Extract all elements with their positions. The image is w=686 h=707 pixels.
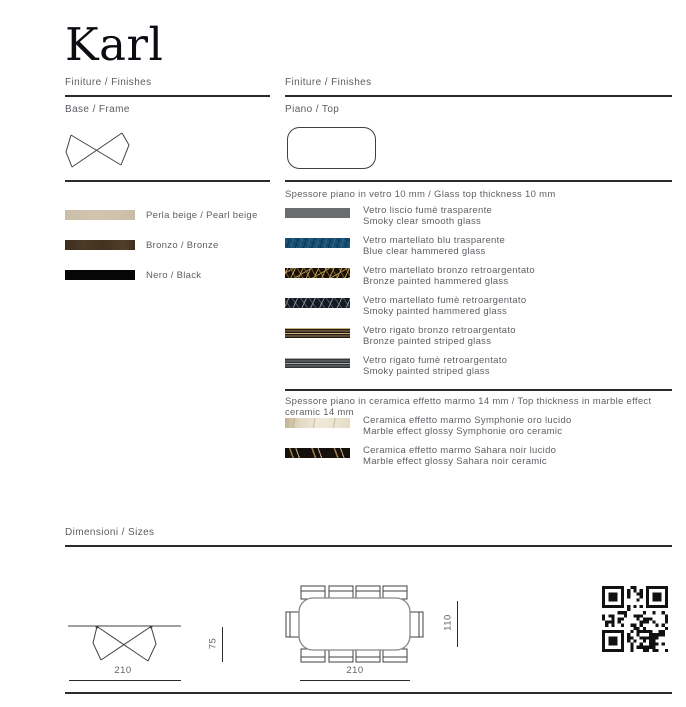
swatch-name-it: Vetro liscio fumè trasparente — [363, 205, 493, 216]
frame-swatch-row — [65, 236, 219, 254]
front-width-dimension: 210 — [114, 665, 132, 676]
divider — [65, 180, 270, 182]
page-title: Karl — [65, 18, 164, 71]
ceramic-swatch-row — [285, 446, 556, 467]
swatch-name-it: Ceramica effetto marmo Sahara noir lucido — [363, 445, 557, 456]
swatch-name-en: Marble effect glossy Symphonie oro ceramic — [363, 425, 563, 437]
swatch-name-it: Vetro martellato blu trasparente — [363, 235, 506, 246]
swatch-perla-beige — [65, 210, 135, 220]
x-base-front-icon — [64, 129, 132, 171]
glass-section-title: Spessore piano in vetro 10 mm / Glass top thickness 10 mm — [285, 189, 556, 200]
divider — [65, 545, 672, 547]
swatch-vetro-blu-martellato — [285, 238, 350, 248]
dimension-line — [69, 680, 181, 681]
front-height-dimension: 75 — [207, 637, 219, 650]
swatch-name-en: Smoky clear smooth glass — [363, 215, 482, 227]
divider — [285, 389, 672, 391]
swatch-name-en: Smoky painted hammered glass — [363, 305, 508, 317]
swatch-label: Bronzo / Bronze — [146, 239, 219, 251]
left-finishes-header: Finiture / Finishes — [65, 77, 152, 88]
frame-swatch-row — [65, 266, 201, 284]
glass-swatch-row — [285, 236, 505, 257]
right-finishes-header: Finiture / Finishes — [285, 77, 372, 88]
swatch-name-it: Vetro rigato bronzo retroargentato — [363, 325, 516, 336]
swatch-name-en: Marble effect glossy Sahara noir ceramic — [363, 455, 547, 467]
divider — [285, 180, 672, 182]
glass-swatch-row — [285, 326, 516, 347]
swatch-vetro-fume-rigato — [285, 358, 350, 368]
ceramic-section-title: Spessore piano in ceramica effetto marmo 14 mm / Top thickness in marble effect ceramic 14 mm — [285, 396, 652, 418]
divider — [65, 95, 270, 97]
dimension-line — [222, 627, 223, 662]
swatch-label: Perla beige / Pearl beige — [146, 209, 258, 221]
swatch-name-it: Vetro martellato fumè retroargentato — [363, 295, 527, 306]
table-top-outline-icon — [286, 126, 378, 171]
piano-top-subheader: Piano / Top — [285, 104, 340, 115]
swatch-bronzo — [65, 240, 135, 250]
swatch-name-it: Vetro martellato bronzo retroargentato — [363, 265, 535, 276]
swatch-name-en: Blue clear hammered glass — [363, 245, 486, 257]
swatch-nero — [65, 270, 135, 280]
swatch-vetro-fume-liscio — [285, 208, 350, 218]
swatch-name-en: Bronze painted striped glass — [363, 335, 492, 347]
swatch-vetro-fume-martellato — [285, 298, 350, 308]
glass-swatch-row — [285, 356, 507, 377]
top-width-dimension: 210 — [346, 665, 364, 676]
frame-swatch-row — [65, 206, 258, 224]
base-frame-subheader: Base / Frame — [65, 104, 130, 115]
swatch-name-en: Bronze painted hammered glass — [363, 275, 509, 287]
swatch-label: Nero / Black — [146, 269, 202, 281]
glass-swatch-row — [285, 266, 535, 287]
divider — [285, 95, 672, 97]
qr-code-icon — [602, 586, 668, 652]
glass-swatch-row — [285, 206, 492, 227]
dimension-line — [457, 601, 458, 647]
swatch-vetro-bronzo-rigato — [285, 328, 350, 338]
swatch-name-it: Vetro rigato fumè retroargentato — [363, 355, 508, 366]
footer-divider — [65, 692, 672, 694]
swatch-name-it: Ceramica effetto marmo Symphonie oro lucido — [363, 415, 572, 426]
swatch-ceramica-symphonie-oro — [285, 418, 350, 428]
swatch-name-en: Smoky painted striped glass — [363, 365, 490, 377]
dimension-line — [300, 680, 410, 681]
ceramic-swatch-row — [285, 416, 572, 437]
table-top-view-drawing — [281, 583, 429, 668]
dimensions-header: Dimensioni / Sizes — [65, 527, 155, 538]
swatch-vetro-bronzo-martellato — [285, 268, 350, 278]
table-front-view-drawing — [63, 614, 183, 666]
top-depth-dimension: 110 — [442, 614, 454, 631]
swatch-ceramica-sahara-noir — [285, 448, 350, 458]
glass-swatch-row — [285, 296, 526, 317]
